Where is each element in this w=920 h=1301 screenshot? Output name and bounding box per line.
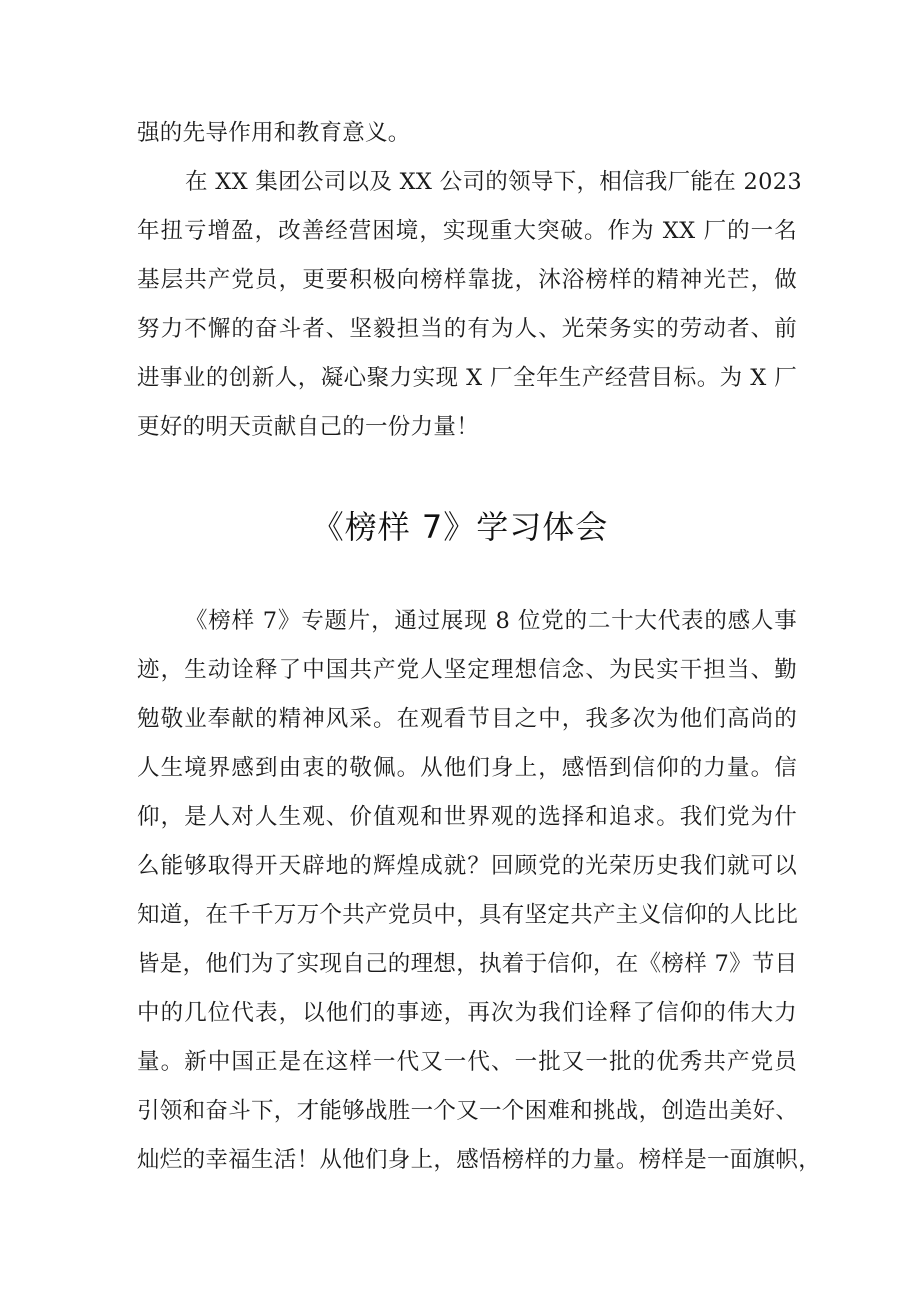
body-section xyxy=(137,597,822,1185)
body-line-5: 仰，是人对人生观、价值观和世界观的选择和追求。我们党为什 xyxy=(137,804,797,830)
intro-paragraph-2-line-2: 年扭亏增盈，改善经营困境，实现重大突破。作为 XX 厂的一名 xyxy=(137,218,797,244)
body-line-3: 勉敬业奉献的精神风采。在观看节目之中，我多次为他们高尚的 xyxy=(137,706,797,732)
intro-paragraph-2-line-6: 更好的明天贡献自己的一份力量！ xyxy=(137,414,480,440)
body-line-11: 引领和奋斗下，才能够战胜一个又一个困难和挑战，创造出美好、 xyxy=(137,1098,799,1124)
body-line-6: 么能够取得开天辟地的辉煌成就？回顾党的光荣历史我们就可以 xyxy=(137,853,797,879)
intro-paragraph-2-line-5: 进事业的创新人，凝心聚力实现 X 厂全年生产经营目标。为 X 厂 xyxy=(137,365,797,391)
body-line-2: 迹，生动诠释了中国共产党人坚定理想信念、为民实干担当、勤 xyxy=(137,657,797,683)
body-line-4: 人生境界感到由衷的敬佩。从他们身上，感悟到信仰的力量。信 xyxy=(137,755,797,781)
body-line-9: 中的几位代表，以他们的事迹，再次为我们诠释了信仰的伟大力 xyxy=(137,1000,797,1026)
intro-paragraph-2-line-4: 努力不懈的奋斗者、坚毅担当的有为人、光荣务实的劳动者、前 xyxy=(137,316,797,342)
intro-section xyxy=(137,109,802,452)
body-line-7: 知道，在千千万万个共产党员中，具有坚定共产主义信仰的人比比 xyxy=(137,902,799,928)
intro-paragraph-2-line-3: 基层共产党员，更要积极向榜样靠拢，沐浴榜样的精神光芒，做 xyxy=(137,267,797,293)
document-title: 《榜样 7》学习体会 xyxy=(311,508,609,546)
body-line-12: 灿烂的幸福生活！从他们身上，感悟榜样的力量。榜样是一面旗帜， xyxy=(137,1147,822,1173)
body-line-8: 皆是，他们为了实现自己的理想，执着于信仰，在《榜样 7》节目 xyxy=(137,951,798,977)
intro-paragraph-2-line-1: 在 XX 集团公司以及 XX 公司的领导下，相信我厂能在 2023 xyxy=(185,169,802,195)
body-line-10: 量。新中国正是在这样一代又一代、一批又一批的优秀共产党员 xyxy=(137,1049,797,1075)
intro-paragraph-1-line-1: 强的先导作用和教育意义。 xyxy=(137,120,411,146)
body-line-1: 《榜样 7》专题片，通过展现 8 位党的二十大代表的感人事 xyxy=(185,608,797,634)
